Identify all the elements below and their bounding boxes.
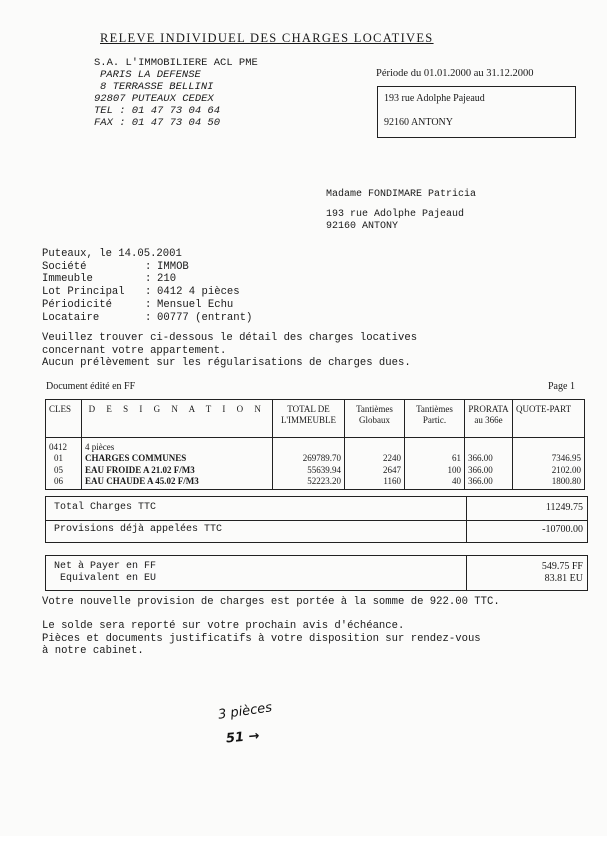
company-line: 92807 PUTEAUX CEDEX <box>94 93 214 105</box>
provisions-box <box>45 519 588 543</box>
provisions-value: -10700.00 <box>542 524 583 535</box>
company-phone: TEL : 01 47 73 04 64 <box>94 105 221 117</box>
charges-table <box>45 399 585 490</box>
table-row: 0412 4 pièces <box>46 438 585 454</box>
company-block <box>94 57 258 129</box>
recipient-name: Madame FONDIMARE Patricia <box>326 189 477 200</box>
property-address-box <box>377 86 576 138</box>
equivalent-eu-value: 83.81 EU <box>544 573 583 584</box>
net-payable-label: Net à Payer en FF <box>54 561 157 572</box>
property-address-line1: 193 rue Adolphe Pajeaud <box>384 93 485 104</box>
meta-row: Société : IMMOB <box>42 260 189 273</box>
recipient-block <box>326 187 476 234</box>
total-charges-value: 11249.75 <box>545 502 583 513</box>
company-name: S.A. L'IMMOBILIERE ACL PME <box>94 57 258 69</box>
handwritten-note-number: 51 → <box>225 728 261 747</box>
table-row: 01 CHARGES COMMUNES 269789.70 2240 61 366.00 7346.95 <box>46 453 585 464</box>
table-header-row: CLES D E S I G N A T I O N TOTAL DE L'IMMEUBLE Tantièmes Globaux Tantièmes Partic. PRORATA au 366e QUOTE-PART <box>46 400 585 438</box>
intro-paragraph: Veuillez trouver ci-dessous le détail des charges locatives concernant votre appartement. Aucun prélèvement sur les régularisations de charges dues. <box>42 332 418 369</box>
meta-row: Immeuble : 210 <box>42 273 177 286</box>
company-line: 8 TERRASSE BELLINI <box>100 81 214 93</box>
meta-row: Locataire : 00777 (entrant) <box>42 311 253 324</box>
recipient-line2: 92160 ANTONY <box>326 221 399 232</box>
page-number: Page 1 <box>548 381 575 392</box>
company-line: PARIS LA DEFENSE <box>100 69 201 81</box>
recipient-line1: 193 rue Adolphe Pajeaud <box>326 209 465 220</box>
net-payable-box <box>45 555 588 591</box>
property-address-line2: 92160 ANTONY <box>384 117 453 128</box>
provision-notice: Votre nouvelle provision de charges est portée à la somme de 922.00 TTC. <box>42 596 500 608</box>
total-charges-label: Total Charges TTC <box>54 502 157 513</box>
meta-row: Périodicité : Mensuel Echu <box>42 298 234 311</box>
net-payable-value: 549.75 FF <box>541 561 583 572</box>
provisions-label: Provisions déjà appelées TTC <box>54 524 223 535</box>
table-row: 05 EAU FROIDE A 21.02 F/M3 55639.94 2647 100 366.00 2102.00 <box>46 465 585 476</box>
total-charges-box <box>45 496 588 521</box>
equivalent-eu-label: Equivalent en EU <box>60 573 157 584</box>
meta-row: Lot Principal : 0412 4 pièces <box>42 286 240 299</box>
handwritten-note-rooms: 3 pièces <box>217 700 273 723</box>
period-label: Période du 01.01.2000 au 31.12.2000 <box>376 68 534 79</box>
document-title: RELEVE INDIVIDUEL DES CHARGES LOCATIVES <box>100 31 434 45</box>
document-edited-label: Document édité en FF <box>46 381 136 392</box>
table-row: 06 EAU CHAUDE A 45.02 F/M3 52223.20 1160 40 366.00 1800.80 <box>46 476 585 490</box>
place-date: Puteaux, le 14.05.2001 <box>42 248 182 260</box>
closing-paragraph: Le solde sera reporté sur votre prochain avis d'échéance. Pièces et documents justificatifs à votre disposition sur rendez-vous à notre cabinet. <box>42 620 481 657</box>
meta-block <box>42 248 252 324</box>
company-fax: FAX : 01 47 73 04 50 <box>94 117 221 129</box>
